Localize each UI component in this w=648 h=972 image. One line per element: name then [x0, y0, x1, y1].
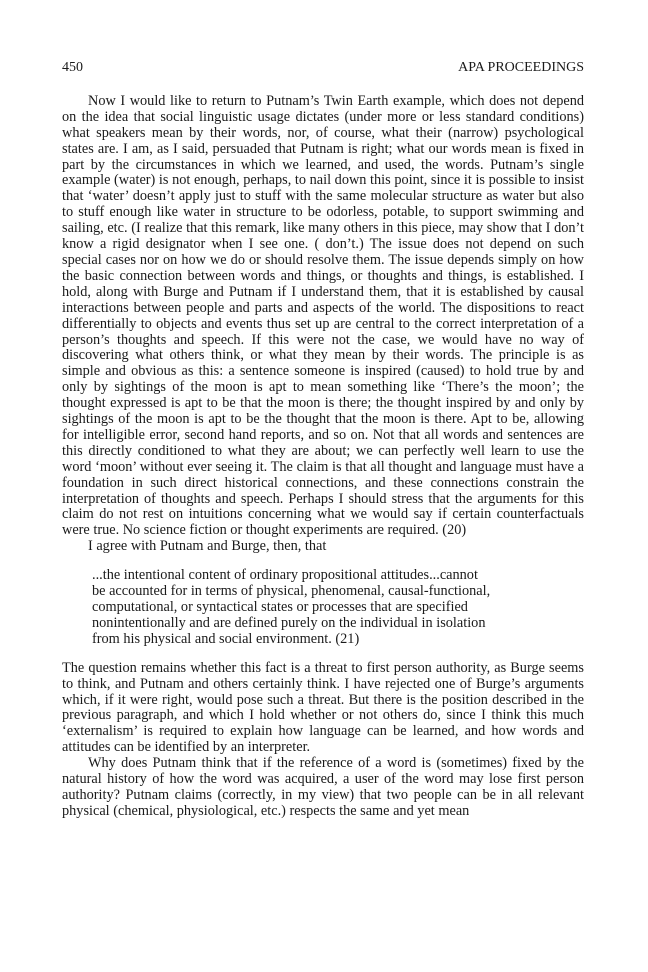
- quote-line: be accounted for in terms of physical, phenomenal, causal-functional,: [92, 583, 491, 600]
- quote-line: computational, or syntactical states or processes that are specified: [92, 599, 468, 615]
- paragraph-putnam: Why does Putnam think that if the reference of a word is (sometimes) fixed by the natural history of how the word was acquired, a user of the word may lose first person authority? Putnam claims (correctly, in my view) that two people can be in all relevant physical (chemical, physiological, etc.) respects the same and yet mean: [62, 755, 584, 819]
- running-title: APA PROCEEDINGS: [458, 60, 584, 75]
- quote-line: nonintentionally and are defined purely on the individual in isolation: [92, 614, 486, 631]
- block-quote: [62, 568, 584, 648]
- document-page: [62, 60, 584, 820]
- quote-line: ...the intentional content of ordinary propositional attitudes...cannot: [92, 567, 478, 584]
- running-header: [62, 60, 584, 76]
- paragraph-agree: I agree with Putnam and Burge, then, that: [88, 538, 327, 555]
- quote-line: from his physical and social environment. (21): [92, 630, 360, 647]
- paragraph-twin-earth: Now I would like to return to Putnam’s Twin Earth example, which does not depend on the idea that social linguistic usage dictates (under more or less standard conditions) what speakers mean by their words, nor, of course, what their (narrow) psychological states are. I am, as I said, persuaded that Putnam is right; what our words mean is fixed in part by the circumstances in which we learned, and used, the words. Putnam’s single example (water) is not enough, perhaps, to nail down this point, since it is possible to insist that ‘water’ doesn’t apply just to stuff with the same molecular structure as water but also to stuff enough like water in structure to be odorless, potable, to support swimming and sailing, etc. (I realize that this remark, like many others in this piece, may show that I don’t know a rigid designator when I see one. ( don’t.) The issue does not depend on such special cases nor on how we do or should resolve them. The issue depends simply on how the basic connection between words and things, or thoughts and things, is established. I hold, along with Burge and Putnam if I understand them, that it is established by causal interactions between people and parts and aspects of the world. The dispositions to react differentially to objects and events thus set up are central to the correct interpretation of a person’s thoughts and speech. If this were not the case, we would have no way of discovering what others think, or what they mean by their words. The principle is as simple and obvious as this: a sentence someone is inspired (caused) to hold true by and only by sightings of the moon is apt to mean something like ‘There’s the moon’; the thought expressed is apt to be that the moon is there; the thought inspired by and only by sightings of the moon is apt to be the thought that the moon is there. Apt to be, allowing for intelligible error, second hand reports, and so on. Not that all words and sentences are this directly conditioned to what they are about; we can perfectly well learn to use the word ‘moon’ without ever seeing it. The claim is that all thought and language must have a foundation in such direct historical connections, and these connections constrain the interpretation of thoughts and speech. Perhaps I should stress that the arguments for this claim do not rest on intuitions concerning what we would say if certain counterfactuals were true. No science fiction or thought experiments are required. (20): [62, 92, 584, 539]
- page-number: 450: [62, 60, 83, 75]
- paragraph-question: The question remains whether this fact is a threat to first person authority, as Burge seems to think, and Putnam and others certainly think. I have rejected one of Burge’s arguments which, if it were right, would pose such a threat. But there is the position described in the previous paragraph, and which I hold whether or not others do, since I think this much ‘externalism’ is required to explain how language can be learned, and how words and attitudes can be identified by an interpreter.: [62, 659, 584, 756]
